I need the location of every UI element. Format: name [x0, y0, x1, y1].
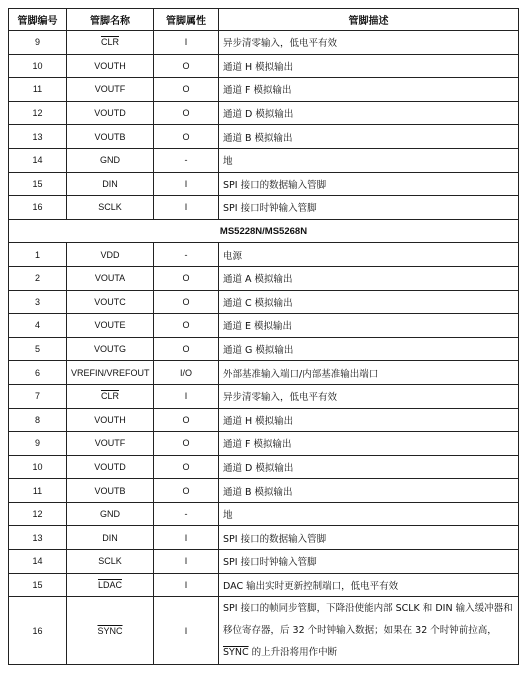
pin-name — [67, 172, 154, 196]
pin-name — [67, 361, 154, 385]
pin-attribute: O — [154, 337, 219, 361]
table-row — [9, 384, 519, 408]
pin-description: 电源 — [219, 243, 519, 267]
pin-description-signal: SYNC — [223, 646, 249, 658]
table-row — [9, 432, 519, 456]
pin-name-text: VOUTD — [94, 461, 126, 472]
pin-description: 通道 F 模拟输出 — [219, 78, 519, 102]
table-row — [9, 502, 519, 526]
pin-description-part2: 的上升沿将用作中断 — [248, 646, 338, 658]
table-row — [9, 243, 519, 267]
pin-description-part1: SPI 接口的帧同步管脚，下降沿使能内部 SCLK 和 DIN 输入缓冲器和移位寄存器，后 32 个时钟输入数据；如果在 32 个时钟前拉高， — [223, 602, 513, 636]
pin-description: SPI 接口的数据输入管脚 — [219, 526, 519, 550]
pin-description: 通道 A 模拟输出 — [219, 266, 519, 290]
pin-description: 外部基准输入端口/内部基准输出端口 — [219, 361, 519, 385]
pin-attribute: - — [154, 148, 219, 172]
pin-number: 12 — [9, 101, 67, 125]
pin-attribute: I — [154, 172, 219, 196]
pin-attribute: - — [154, 243, 219, 267]
pin-number: 13 — [9, 526, 67, 550]
pin-name — [67, 597, 154, 665]
pin-number: 14 — [9, 148, 67, 172]
pin-attribute: I — [154, 196, 219, 220]
pin-attribute: I — [154, 526, 219, 550]
table-row — [9, 479, 519, 503]
pin-name — [67, 101, 154, 125]
table-row — [9, 573, 519, 597]
header-pin-attribute: 管脚属性 — [154, 9, 219, 31]
pin-name — [67, 290, 154, 314]
table-row — [9, 314, 519, 338]
pin-name — [67, 125, 154, 149]
pin-number: 2 — [9, 266, 67, 290]
table-row — [9, 361, 519, 385]
pin-name — [67, 455, 154, 479]
pin-name — [67, 54, 154, 78]
pin-name — [67, 526, 154, 550]
pin-number: 14 — [9, 550, 67, 574]
pin-description: SPI 接口时钟输入管脚 — [219, 196, 519, 220]
table-row — [9, 196, 519, 220]
pin-name — [67, 408, 154, 432]
pin-name-text: $\overline{CLR}$ — [100, 37, 119, 48]
pin-number: 3 — [9, 290, 67, 314]
pin-name-text: VOUTH — [94, 60, 126, 71]
pin-name-text: VOUTH — [94, 414, 126, 425]
pin-name-text: VOUTB — [94, 485, 126, 496]
table-row — [9, 78, 519, 102]
table-row — [9, 101, 519, 125]
pin-number: 15 — [9, 573, 67, 597]
pin-attribute: O — [154, 408, 219, 432]
pin-name — [67, 502, 154, 526]
table-header-row — [9, 9, 519, 31]
pin-attribute: O — [154, 479, 219, 503]
pin-number: 16 — [9, 196, 67, 220]
pin-description: 通道 B 模拟输出 — [219, 479, 519, 503]
section-row — [9, 219, 519, 243]
table-row — [9, 125, 519, 149]
pin-number: 9 — [9, 31, 67, 55]
pin-number: 11 — [9, 78, 67, 102]
pin-attribute: O — [154, 101, 219, 125]
last-row-body — [9, 597, 519, 665]
section-rows — [9, 219, 519, 243]
table-row — [9, 597, 519, 665]
pin-attribute: - — [154, 502, 219, 526]
pin-description: 通道 H 模拟输出 — [219, 408, 519, 432]
pin-name — [67, 573, 154, 597]
pin-name-text: SYNC — [97, 625, 123, 636]
pin-name-text: LDAC — [97, 579, 122, 590]
pin-name-text: VOUTA — [94, 273, 126, 284]
pin-description: SPI 接口时钟输入管脚 — [219, 550, 519, 574]
pin-description: 异步清零输入，低电平有效 — [219, 31, 519, 55]
pin-attribute: I — [154, 31, 219, 55]
pin-description: 地 — [219, 148, 519, 172]
pin-attribute: I — [154, 597, 219, 665]
pin-number: 10 — [9, 455, 67, 479]
table-row — [9, 455, 519, 479]
table-row — [9, 266, 519, 290]
table-row — [9, 550, 519, 574]
group2-rows — [9, 243, 519, 597]
pin-attribute: O — [154, 78, 219, 102]
pin-name-text: SCLK — [98, 556, 122, 567]
pin-description: 通道 C 模拟输出 — [219, 290, 519, 314]
pin-description: SPI 接口的数据输入管脚 — [219, 172, 519, 196]
pin-number: 8 — [9, 408, 67, 432]
pin-name — [67, 337, 154, 361]
table-row — [9, 31, 519, 55]
pin-description: 通道 D 模拟输出 — [219, 101, 519, 125]
pin-name — [67, 31, 154, 55]
pin-name — [67, 148, 154, 172]
pin-name-text: $\overline{CLR}$ — [100, 391, 119, 402]
pin-name-text: VOUTB — [94, 131, 126, 142]
pin-number: 16 — [9, 597, 67, 665]
pin-name-text: VREFIN/VREFOUT — [71, 367, 150, 378]
pin-name — [67, 384, 154, 408]
pin-attribute: O — [154, 290, 219, 314]
pin-name-text: VOUTF — [94, 438, 126, 449]
pin-name-text: GND — [100, 155, 120, 166]
header-pin-description: 管脚描述 — [219, 9, 519, 31]
pin-number: 1 — [9, 243, 67, 267]
pin-description-table — [8, 8, 519, 665]
pin-name-text: GND — [100, 509, 120, 520]
pin-name — [67, 432, 154, 456]
pin-name — [67, 314, 154, 338]
pin-attribute: I — [154, 384, 219, 408]
pin-name-text: VOUTD — [94, 108, 126, 119]
group1-rows — [9, 31, 519, 220]
pin-name — [67, 550, 154, 574]
table-row — [9, 290, 519, 314]
pin-name-text: DIN — [102, 532, 118, 543]
pin-name — [67, 243, 154, 267]
pin-description: 地 — [219, 502, 519, 526]
pin-number: 15 — [9, 172, 67, 196]
pin-name — [67, 78, 154, 102]
pin-attribute: O — [154, 432, 219, 456]
pin-name-text: VOUTF — [94, 84, 126, 95]
pin-description — [219, 597, 519, 665]
pin-name — [67, 266, 154, 290]
section-title: MS5228N/MS5268N — [9, 219, 519, 243]
pin-name-text: VOUTC — [94, 296, 126, 307]
pin-name-text: DIN — [102, 178, 118, 189]
pin-description: 通道 B 模拟输出 — [219, 125, 519, 149]
pin-description: 异步清零输入，低电平有效 — [219, 384, 519, 408]
pin-number: 12 — [9, 502, 67, 526]
pin-attribute: O — [154, 266, 219, 290]
pin-attribute: O — [154, 125, 219, 149]
header-pin-name: 管脚名称 — [67, 9, 154, 31]
pin-attribute: O — [154, 314, 219, 338]
pin-attribute: I — [154, 550, 219, 574]
pin-description: 通道 E 模拟输出 — [219, 314, 519, 338]
table-row — [9, 54, 519, 78]
pin-attribute: I/O — [154, 361, 219, 385]
table-row — [9, 408, 519, 432]
pin-number: 10 — [9, 54, 67, 78]
pin-attribute: O — [154, 54, 219, 78]
table-row — [9, 337, 519, 361]
pin-description: DAC 输出实时更新控制端口，低电平有效 — [219, 573, 519, 597]
table-row — [9, 526, 519, 550]
pin-attribute: I — [154, 573, 219, 597]
table-row — [9, 172, 519, 196]
pin-description: 通道 D 模拟输出 — [219, 455, 519, 479]
pin-number: 4 — [9, 314, 67, 338]
pin-name-text: VOUTG — [93, 344, 126, 355]
pin-number: 11 — [9, 479, 67, 503]
header-pin-number: 管脚编号 — [9, 9, 67, 31]
table-row — [9, 148, 519, 172]
pin-name — [67, 479, 154, 503]
pin-name — [67, 196, 154, 220]
pin-number: 5 — [9, 337, 67, 361]
pin-name-text: VDD — [100, 249, 120, 260]
pin-number: 13 — [9, 125, 67, 149]
pin-attribute: O — [154, 455, 219, 479]
pin-number: 9 — [9, 432, 67, 456]
pin-description: 通道 H 模拟输出 — [219, 54, 519, 78]
pin-name-text: SCLK — [98, 202, 122, 213]
pin-name-text: VOUTE — [94, 320, 126, 331]
pin-number: 7 — [9, 384, 67, 408]
pin-description: 通道 G 模拟输出 — [219, 337, 519, 361]
pin-description: 通道 F 模拟输出 — [219, 432, 519, 456]
pin-number: 6 — [9, 361, 67, 385]
